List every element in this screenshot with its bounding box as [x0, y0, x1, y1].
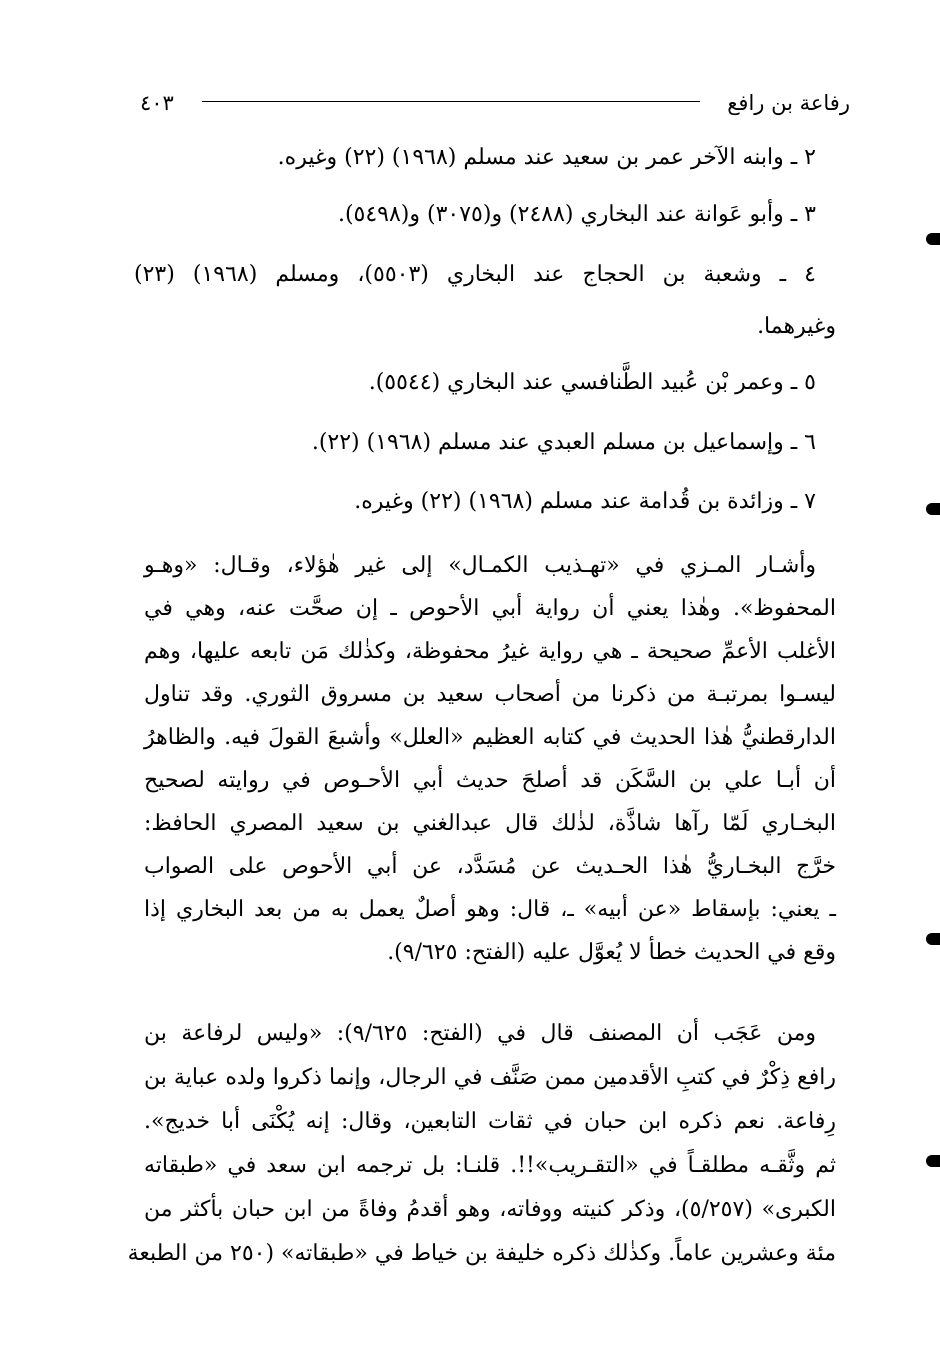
list-item-continuation: وغيرهما.: [757, 314, 836, 339]
list-item: ٦ ـ وإسماعيل بن مسلم العبدي عند مسلم (١٩٦٨) (٢٢).: [311, 430, 816, 455]
paragraph-line: أن أبـا علي بن السَّكَن قد أصلحَ حديث أبي الأحـوص في روايته لصحيح: [144, 768, 836, 793]
paragraph-line: ليسـوا بمرتبـة من ذكرنا من أصحاب سعيد بن مسروق الثوري. وقد تناول: [144, 682, 836, 707]
scan-mark: [926, 503, 940, 515]
page-number: ٤٠٣: [140, 91, 174, 115]
list-item: ٤ ـ وشعبة بن الحجاج عند البخاري (٥٥٠٣)، ومسلم (١٩٦٨) (٢٣): [134, 262, 816, 287]
header-rule: [202, 101, 700, 102]
list-item: ٣ ـ وأبو عَوانة عند البخاري (٢٤٨٨) و(٣٠٧٥) و(٥٤٩٨).: [337, 202, 816, 227]
paragraph-line: الدارقطنيُّ هٰذا الحديث في كتابه العظيم «العلل» وأشبعَ القولَ فيه. والظاهرُ: [144, 725, 836, 750]
paragraph-line: الكبرى» (٥/٢٥٧)، وذكر كنيته ووفاته، وهو أقدمُ وفاةً من ابن حبان بأكثر من: [144, 1197, 836, 1222]
paragraph-line: وقع في الحديث خطأ لا يُعوَّل عليه (الفتح: ٩/٦٢٥).: [387, 940, 836, 965]
paragraph-line: الأغلب الأعمِّ صحيحة ـ هي رواية غيرُ محفوظة، وكذٰلك مَن تابعه عليها، وهم: [144, 639, 836, 664]
list-item: ٥ ـ وعمر بْن عُبيد الطَّنافسي عند البخاري (٥٥٤٤).: [368, 370, 816, 395]
paragraph-line: خرَّج البخـاريُّ هٰذا الحـديث عن مُسَدَّد، عن أبي الأحوص على الصواب: [144, 854, 836, 879]
running-header: [140, 86, 850, 120]
paragraph-line: مئة وعشرين عاماً. وكذٰلك ذكره خليفة بن خياط في «طبقاته» (٢٥٠ من الطبعة: [127, 1241, 836, 1266]
paragraph-line: ـ يعني: بإسقاط «عن أبيه» ـ، قال: وهو أصلٌ يعمل به من بعد البخاري إذا: [144, 897, 836, 922]
paragraph-line: رِفاعة. نعم ذكره ابن حبان في ثقات التابعين، وقال: إنه يُكْنَى أبا خديج».: [144, 1109, 836, 1134]
list-item: ٧ ـ وزائدة بن قُدامة عند مسلم (١٩٦٨) (٢٢) وغيره.: [354, 489, 816, 514]
paragraph-line: البخـاري لَمّا رآها شاذَّة، لذٰلك قال عبدالغني بن سعيد المصري الحافظ:: [144, 811, 836, 836]
list-item: ٢ ـ وابنه الآخر عمر بن سعيد عند مسلم (١٩٦٨) (٢٢) وغيره.: [277, 145, 816, 170]
paragraph-line: المحفوظ». وهٰذا يعني أن رواية أبي الأحوص ـ إن صحَّت عنه، وهي في: [144, 596, 836, 621]
scan-mark: [926, 233, 940, 245]
scan-mark: [926, 1155, 940, 1167]
paragraph-line: ومن عَجَب أن المصنف قال في (الفتح: ٩/٦٢٥): «وليس لرفاعة بن: [144, 1021, 817, 1046]
scan-mark: [926, 933, 940, 945]
paragraph-line: رافع ذِكْرٌ في كتبِ الأقدمين ممن صَنَّف في الرجال، وإنما ذكروا ولده عباية بن: [144, 1065, 836, 1090]
paragraph-line: ثم وثَّقـه مطلقـاً في «التقـريب»!!. قلنـا: بل ترجمه ابن سعد في «طبقاته: [144, 1153, 836, 1178]
paragraph-line: وأشـار المـزي في «تهـذيب الكمـال» إلى غير هٰؤلاء، وقـال: «وهـو: [144, 553, 816, 578]
running-title: رفاعة بن رافع: [727, 91, 850, 115]
